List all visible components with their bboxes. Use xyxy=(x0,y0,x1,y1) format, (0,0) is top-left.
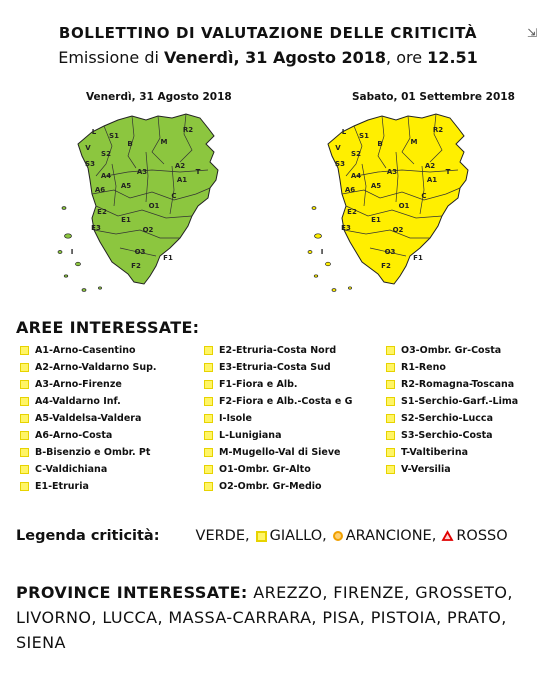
island xyxy=(82,289,86,292)
emission-date: Venerdì, 31 Agosto 2018 xyxy=(164,48,387,67)
zone-code-label: A2 xyxy=(424,162,436,170)
area-item xyxy=(204,427,352,444)
map-date-label-1: Venerdì, 31 Agosto 2018 xyxy=(86,91,232,103)
legend-text-giallo: GIALLO, xyxy=(269,528,327,544)
island xyxy=(314,275,318,277)
area-item xyxy=(386,444,518,461)
island xyxy=(64,275,68,277)
area-label: R2-Romagna-Toscana xyxy=(401,379,515,390)
area-item xyxy=(20,359,157,376)
yellow-square-icon xyxy=(386,380,395,389)
area-item xyxy=(204,461,352,478)
area-item xyxy=(386,342,518,359)
zone-code-label: I xyxy=(70,248,74,256)
area-item xyxy=(20,342,157,359)
area-item xyxy=(204,342,352,359)
zone-code-label: E3 xyxy=(341,224,351,232)
zone-code-label: S3 xyxy=(85,160,95,168)
island xyxy=(65,234,72,238)
zone-code-label: V xyxy=(85,144,91,152)
yellow-square-icon xyxy=(204,414,213,423)
zone-code-label: E2 xyxy=(347,208,357,216)
zone-code-label: M xyxy=(410,138,418,146)
island xyxy=(98,287,101,289)
expand-icon[interactable]: ⇲ xyxy=(527,26,537,40)
zone-code-label: S2 xyxy=(101,150,111,158)
area-item xyxy=(204,410,352,427)
area-item xyxy=(204,444,352,461)
zone-code-label: A5 xyxy=(120,182,132,190)
yellow-square-icon xyxy=(20,363,29,372)
yellow-square-icon xyxy=(386,448,395,457)
zone-code-label: A6 xyxy=(344,186,356,194)
island xyxy=(348,287,351,289)
zone-code-label: O1 xyxy=(398,202,410,210)
yellow-square-icon xyxy=(20,482,29,491)
yellow-square-icon xyxy=(20,448,29,457)
red-triangle-icon xyxy=(442,531,453,541)
area-label: F1-Fiora e Alb. xyxy=(219,379,298,390)
area-item xyxy=(204,376,352,393)
yellow-square-icon xyxy=(204,397,213,406)
zone-code-label: F1 xyxy=(413,254,423,262)
island xyxy=(62,207,66,210)
zone-code-label: E1 xyxy=(371,216,381,224)
yellow-square-icon xyxy=(20,397,29,406)
yellow-square-icon xyxy=(386,346,395,355)
island xyxy=(326,262,331,266)
zone-code-label: S3 xyxy=(335,160,345,168)
yellow-square-icon xyxy=(204,482,213,491)
zone-code-label: S2 xyxy=(351,150,361,158)
yellow-square-icon xyxy=(386,465,395,474)
zone-code-label: R2 xyxy=(432,126,444,134)
zone-code-label: C xyxy=(171,192,177,200)
area-label: T-Valtiberina xyxy=(401,447,468,458)
island xyxy=(308,251,312,254)
area-column-2 xyxy=(204,342,352,495)
yellow-square-icon xyxy=(20,380,29,389)
yellow-square-icon xyxy=(204,380,213,389)
island xyxy=(58,251,62,254)
legend-text-verde: VERDE, xyxy=(195,528,250,544)
zone-code-label: S1 xyxy=(109,132,119,140)
region-outline xyxy=(328,114,468,284)
area-label: O1-Ombr. Gr-Alto xyxy=(219,464,311,475)
province-label: PROVINCE INTERESSATE: xyxy=(16,583,248,602)
area-label: S1-Serchio-Garf.-Lima xyxy=(401,396,519,407)
zone-code-label: F1 xyxy=(163,254,173,262)
yellow-square-icon xyxy=(20,346,29,355)
zone-code-label: T xyxy=(445,168,451,176)
zone-code-label: A4 xyxy=(100,172,112,180)
area-label: I-Isole xyxy=(219,413,252,424)
area-label: E2-Etruria-Costa Nord xyxy=(219,345,337,356)
yellow-square-icon xyxy=(20,465,29,474)
zone-code-label: L xyxy=(341,128,347,136)
yellow-square-icon xyxy=(204,363,213,372)
zone-code-label: O2 xyxy=(142,226,154,234)
yellow-square-icon xyxy=(204,448,213,457)
tuscany-map-day1 xyxy=(56,106,256,296)
area-label: V-Versilia xyxy=(401,464,451,475)
zone-code-label: E2 xyxy=(97,208,107,216)
legend-text-arancione: ARANCIONE, xyxy=(345,528,437,544)
yellow-square-icon xyxy=(204,465,213,474)
area-item xyxy=(20,427,157,444)
area-label: L-Lunigiana xyxy=(219,430,282,441)
island xyxy=(332,289,336,292)
area-label: E1-Etruria xyxy=(35,481,89,492)
area-label: F2-Fiora e Alb.-Costa e G xyxy=(219,396,353,407)
zone-code-label: E1 xyxy=(121,216,131,224)
orange-circle-icon xyxy=(333,531,343,541)
emission-line xyxy=(0,48,536,67)
zone-code-label: O2 xyxy=(392,226,404,234)
legend-text-rosso: ROSSO xyxy=(456,528,508,544)
aree-interessate-title: AREE INTERESSATE: xyxy=(16,318,200,337)
zone-code-label: F2 xyxy=(131,262,141,270)
map-date-label-2: Sabato, 01 Settembre 2018 xyxy=(352,91,515,103)
zone-code-label: A3 xyxy=(136,168,148,176)
island xyxy=(76,262,81,266)
area-label: R1-Reno xyxy=(401,362,446,373)
yellow-square-icon xyxy=(386,431,395,440)
emission-prefix: Emissione di xyxy=(58,48,165,67)
zone-code-label: B xyxy=(127,140,133,148)
yellow-square-icon xyxy=(204,346,213,355)
area-label: A6-Arno-Costa xyxy=(35,430,113,441)
legend-item-giallo xyxy=(256,528,327,544)
zone-code-label: C xyxy=(421,192,427,200)
area-item xyxy=(386,393,518,410)
area-label: C-Valdichiana xyxy=(35,464,108,475)
legend-item-rosso xyxy=(442,528,507,544)
zone-code-label: E3 xyxy=(91,224,101,232)
area-item xyxy=(20,478,157,495)
zone-code-label: I xyxy=(320,248,324,256)
area-item xyxy=(386,410,518,427)
area-item xyxy=(20,410,157,427)
area-column-3 xyxy=(386,342,518,478)
legenda-label: Legenda criticità: xyxy=(16,528,160,544)
yellow-square-icon xyxy=(20,431,29,440)
area-label: O3-Ombr. Gr-Costa xyxy=(401,345,502,356)
area-label: S3-Serchio-Costa xyxy=(401,430,493,441)
area-item xyxy=(20,393,157,410)
area-label: O2-Ombr. Gr-Medio xyxy=(219,481,322,492)
area-label: E3-Etruria-Costa Sud xyxy=(219,362,331,373)
area-label: A3-Arno-Firenze xyxy=(35,379,122,390)
zone-code-label: O3 xyxy=(134,248,146,256)
legend-item-verde xyxy=(196,528,250,544)
area-item xyxy=(386,461,518,478)
area-item xyxy=(386,427,518,444)
yellow-square-icon xyxy=(386,363,395,372)
area-label: A1-Arno-Casentino xyxy=(35,345,136,356)
zone-code-label: O3 xyxy=(384,248,396,256)
area-item xyxy=(204,359,352,376)
zone-code-label: L xyxy=(91,128,97,136)
zone-code-label: O1 xyxy=(148,202,160,210)
area-item xyxy=(20,376,157,393)
region-outline xyxy=(78,114,218,284)
legend-item-arancione xyxy=(333,528,437,544)
area-item xyxy=(386,359,518,376)
area-label: A4-Valdarno Inf. xyxy=(35,396,121,407)
legenda xyxy=(16,528,514,544)
area-label: M-Mugello-Val di Sieve xyxy=(219,447,341,458)
tuscany-map-day2 xyxy=(306,106,506,296)
zone-code-label: T xyxy=(195,168,201,176)
zone-code-label: A4 xyxy=(350,172,362,180)
province-list: AREZZO, FIRENZE, GROSSETO, LIVORNO, LUCCA, MASSA-CARRARA, PISA, PISTOIA, PRATO, SIENA xyxy=(16,583,513,652)
zone-code-label: F2 xyxy=(381,262,391,270)
yellow-square-icon xyxy=(256,531,267,542)
zone-code-label: A1 xyxy=(426,176,438,184)
yellow-square-icon xyxy=(204,431,213,440)
zone-code-label: R2 xyxy=(182,126,194,134)
zone-code-label: A5 xyxy=(370,182,382,190)
emission-separator: , ore xyxy=(386,48,428,67)
zone-code-label: B xyxy=(377,140,383,148)
area-column-1 xyxy=(20,342,157,495)
yellow-square-icon xyxy=(386,397,395,406)
area-item xyxy=(204,393,352,410)
zone-code-label: A2 xyxy=(174,162,186,170)
area-label: A5-Valdelsa-Valdera xyxy=(35,413,142,424)
area-item xyxy=(20,461,157,478)
zone-code-label: V xyxy=(335,144,341,152)
area-label: B-Bisenzio e Ombr. Pt xyxy=(35,447,151,458)
zone-code-label: M xyxy=(160,138,168,146)
yellow-square-icon xyxy=(20,414,29,423)
area-item xyxy=(386,376,518,393)
zone-code-label: A3 xyxy=(386,168,398,176)
emission-time: 12.51 xyxy=(427,48,478,67)
area-label: A2-Arno-Valdarno Sup. xyxy=(35,362,157,373)
area-item xyxy=(20,444,157,461)
zone-code-label: S1 xyxy=(359,132,369,140)
island xyxy=(312,207,316,210)
area-item xyxy=(204,478,352,495)
bulletin-title: BOLLETTINO DI VALUTAZIONE DELLE CRITICITÀ xyxy=(58,24,478,42)
province-interessate xyxy=(16,580,526,655)
area-label: S2-Serchio-Lucca xyxy=(401,413,493,424)
zone-code-label: A1 xyxy=(176,176,188,184)
zone-code-label: A6 xyxy=(94,186,106,194)
yellow-square-icon xyxy=(386,414,395,423)
island xyxy=(315,234,322,238)
